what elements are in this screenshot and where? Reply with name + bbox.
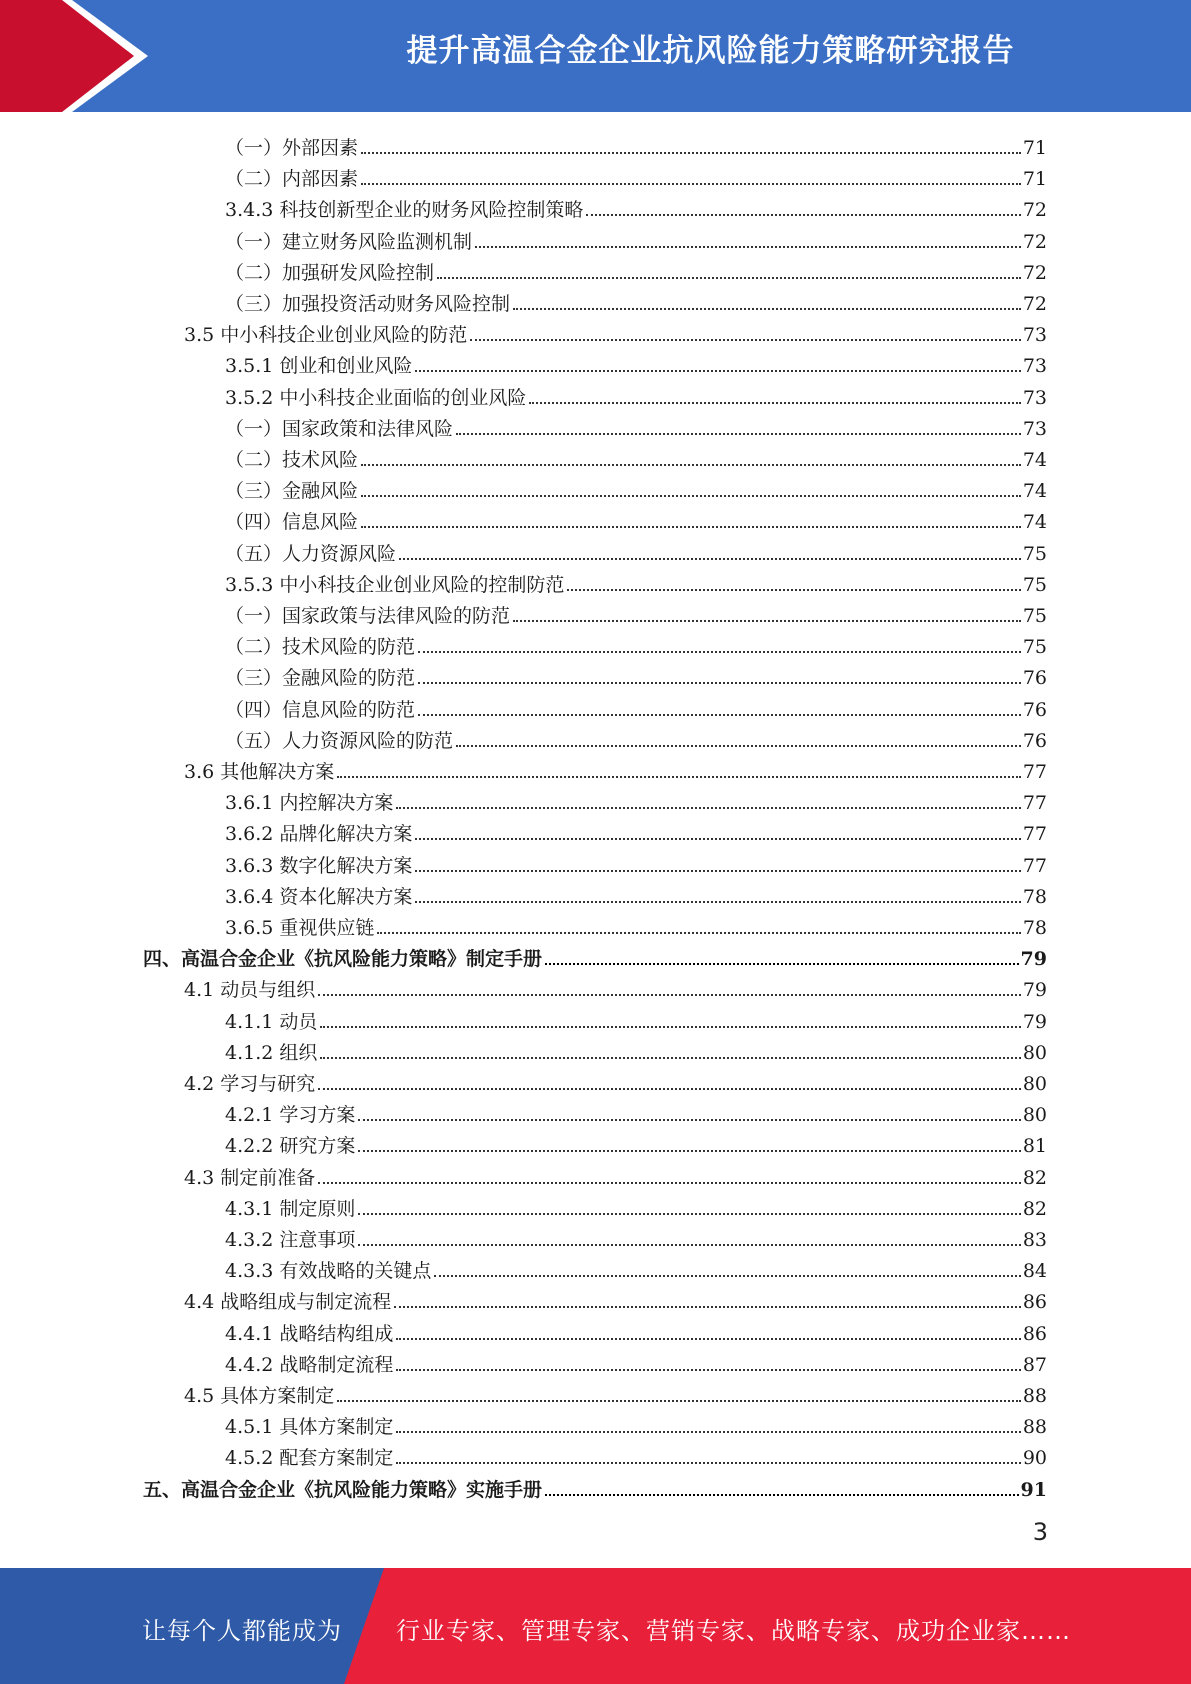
toc-entry-label: 4.4 战略组成与制定流程 bbox=[184, 1291, 392, 1314]
toc-entry[interactable] bbox=[225, 159, 1047, 190]
toc-entry-label: （五）人力资源风险的防范 bbox=[225, 729, 454, 752]
toc-entry-page: 77 bbox=[1022, 854, 1047, 877]
toc-entry[interactable] bbox=[225, 128, 1047, 159]
toc-entry-label: 4.1.2 组织 bbox=[225, 1041, 318, 1064]
toc-entry[interactable] bbox=[143, 1470, 1047, 1501]
toc-entry-page: 77 bbox=[1022, 761, 1047, 783]
toc-entry-page: 79 bbox=[1020, 948, 1047, 971]
toc-dot-leader bbox=[399, 558, 1021, 560]
toc-entry-label: （四）信息风险 bbox=[225, 511, 359, 534]
toc-entry[interactable] bbox=[225, 565, 1047, 596]
toc-dot-leader bbox=[418, 714, 1021, 716]
footer-bar bbox=[0, 1568, 1191, 1684]
toc-entry-page: 82 bbox=[1022, 1166, 1047, 1189]
toc-dot-leader bbox=[361, 526, 1021, 528]
toc-entry[interactable] bbox=[225, 502, 1047, 533]
toc-entry-page: 76 bbox=[1022, 667, 1047, 690]
toc-entry-page: 81 bbox=[1022, 1135, 1047, 1158]
toc-dot-leader bbox=[361, 464, 1021, 466]
toc-entry-label: 3.6.2 品牌化解决方案 bbox=[225, 823, 413, 846]
toc-entry-label: 4.3.1 制定原则 bbox=[225, 1197, 356, 1220]
toc-dot-leader bbox=[394, 1306, 1021, 1308]
toc-entry[interactable] bbox=[225, 877, 1047, 908]
toc-entry-label: （二）技术风险 bbox=[225, 449, 359, 471]
toc-entry-label: 4.3.2 注意事项 bbox=[225, 1229, 356, 1251]
toc-dot-leader bbox=[529, 402, 1020, 404]
toc-entry-label: （一）国家政策和法律风险 bbox=[225, 417, 454, 440]
toc-dot-leader bbox=[318, 994, 1021, 996]
toc-dot-leader bbox=[358, 1119, 1020, 1121]
toc-entry-label: （一）外部因素 bbox=[225, 137, 359, 159]
toc-entry[interactable] bbox=[225, 346, 1047, 377]
toc-entry-label: 4.2.2 研究方案 bbox=[225, 1135, 356, 1158]
toc-entry-page: 73 bbox=[1022, 386, 1047, 409]
header-bar bbox=[0, 0, 1191, 112]
toc-entry[interactable] bbox=[225, 1126, 1047, 1157]
toc-entry-page: 76 bbox=[1022, 729, 1047, 752]
toc-entry-page: 73 bbox=[1022, 324, 1047, 347]
toc-entry-page: 77 bbox=[1022, 823, 1047, 846]
toc-dot-leader bbox=[434, 1275, 1020, 1277]
toc-entry-label: 3.5.3 中小科技企业创业风险的控制防范 bbox=[225, 573, 565, 596]
toc-entry-page: 87 bbox=[1022, 1353, 1047, 1376]
toc-entry-label: 4.1 动员与组织 bbox=[184, 979, 316, 1002]
toc-entry-label: 4.4.1 战略结构组成 bbox=[225, 1322, 394, 1345]
toc-dot-leader bbox=[470, 339, 1021, 341]
toc-entry-label: 3.4.3 科技创新型企业的财务风险控制策略 bbox=[225, 199, 584, 222]
toc-entry-page: 83 bbox=[1022, 1229, 1047, 1251]
toc-dot-leader bbox=[358, 1244, 1020, 1246]
toc-dot-leader bbox=[396, 1431, 1020, 1433]
toc-entry-page: 74 bbox=[1022, 480, 1047, 503]
toc-entry-label: 4.5.2 配套方案制定 bbox=[225, 1447, 394, 1470]
toc-entry-label: 3.5.2 中小科技企业面临的创业风险 bbox=[225, 386, 527, 409]
toc-dot-leader bbox=[415, 870, 1020, 872]
toc-entry-label: （三）金融风险 bbox=[225, 480, 359, 503]
toc-entry-page: 72 bbox=[1022, 261, 1047, 284]
toc-entry[interactable] bbox=[225, 409, 1047, 440]
toc-entry-label: 4.2.1 学习方案 bbox=[225, 1104, 356, 1127]
toc-entry[interactable] bbox=[143, 939, 1047, 970]
toc-entry-page: 78 bbox=[1022, 917, 1047, 939]
toc-entry[interactable] bbox=[184, 1064, 1047, 1095]
toc-entry[interactable] bbox=[225, 658, 1047, 689]
toc-dot-leader bbox=[415, 838, 1020, 840]
toc-entry-page: 86 bbox=[1022, 1322, 1047, 1345]
toc-entry-label: （五）人力资源风险 bbox=[225, 542, 397, 565]
toc-dot-leader bbox=[513, 308, 1021, 310]
toc-entry-label: 3.6 其他解决方案 bbox=[184, 761, 335, 783]
toc-entry[interactable] bbox=[184, 1158, 1047, 1189]
toc-entry[interactable] bbox=[225, 783, 1047, 814]
toc-entry-label: 四、高温合金企业《抗风险能力策略》制定手册 bbox=[143, 948, 543, 971]
toc-entry[interactable] bbox=[225, 190, 1047, 221]
toc-entry-page: 71 bbox=[1022, 168, 1047, 191]
toc-dot-leader bbox=[396, 1338, 1020, 1340]
toc-entry-page: 80 bbox=[1022, 1104, 1047, 1127]
toc-entry-page: 74 bbox=[1022, 449, 1047, 471]
toc-entry[interactable] bbox=[225, 1220, 1047, 1251]
toc-entry-page: 79 bbox=[1022, 979, 1047, 1002]
toc-entry[interactable] bbox=[225, 814, 1047, 845]
toc-entry[interactable] bbox=[225, 253, 1047, 284]
toc-entry-label: （二）技术风险的防范 bbox=[225, 636, 416, 659]
toc-dot-leader bbox=[337, 1400, 1021, 1402]
toc-dot-leader bbox=[361, 152, 1021, 154]
toc-dot-leader bbox=[545, 963, 1019, 965]
toc-dot-leader bbox=[318, 1088, 1021, 1090]
toc-dot-leader bbox=[418, 682, 1021, 684]
footer-slogan-left: 让每个人都能成为 bbox=[142, 1617, 342, 1645]
toc-entry-label: 3.6.4 资本化解决方案 bbox=[225, 885, 413, 908]
toc-entry-label: 3.6.3 数字化解决方案 bbox=[225, 854, 413, 877]
document-title: 提升高温合金企业抗风险能力策略研究报告 bbox=[406, 33, 1015, 69]
toc-dot-leader bbox=[475, 246, 1021, 248]
toc-entry[interactable] bbox=[225, 596, 1047, 627]
toc-entry[interactable] bbox=[225, 846, 1047, 877]
toc-entry[interactable] bbox=[184, 1376, 1047, 1407]
footer-slogan-right: 行业专家、管理专家、营销专家、战略专家、成功企业家…… bbox=[396, 1617, 1071, 1645]
toc-entry-label: （一）建立财务风险监测机制 bbox=[225, 230, 473, 253]
toc-entry[interactable] bbox=[225, 1314, 1047, 1345]
toc-entry[interactable] bbox=[184, 1282, 1047, 1313]
toc-entry[interactable] bbox=[184, 315, 1047, 346]
toc-dot-leader bbox=[318, 1182, 1021, 1184]
toc-entry[interactable] bbox=[225, 534, 1047, 565]
toc-entry[interactable] bbox=[184, 752, 1047, 783]
toc-entry[interactable] bbox=[184, 970, 1047, 1001]
toc-entry[interactable] bbox=[225, 1251, 1047, 1282]
toc-entry[interactable] bbox=[225, 222, 1047, 253]
toc-entry-label: 4.3.3 有效战略的关键点 bbox=[225, 1260, 432, 1283]
toc-entry-label: 4.4.2 战略制定流程 bbox=[225, 1353, 394, 1376]
toc-entry[interactable] bbox=[225, 284, 1047, 315]
toc-entry-label: 3.6.1 内控解决方案 bbox=[225, 792, 394, 815]
toc-entry-page: 80 bbox=[1022, 1041, 1047, 1064]
toc-entry[interactable] bbox=[225, 471, 1047, 502]
toc-dot-leader bbox=[361, 183, 1021, 185]
toc-dot-leader bbox=[358, 1213, 1020, 1215]
toc-entry-page: 88 bbox=[1022, 1416, 1047, 1439]
toc-entry-page: 73 bbox=[1022, 417, 1047, 440]
toc-entry[interactable] bbox=[225, 1345, 1047, 1376]
toc-entry-label: （四）信息风险的防范 bbox=[225, 698, 416, 721]
toc-entry[interactable] bbox=[225, 440, 1047, 471]
toc-dot-leader bbox=[567, 589, 1020, 591]
toc-entry-page: 82 bbox=[1022, 1197, 1047, 1220]
toc-entry-page: 76 bbox=[1022, 698, 1047, 721]
toc-entry[interactable] bbox=[225, 1002, 1047, 1033]
toc-dot-leader bbox=[456, 745, 1021, 747]
toc-entry-label: （二）加强研发风险控制 bbox=[225, 261, 435, 284]
toc-entry[interactable] bbox=[225, 627, 1047, 658]
toc-entry[interactable] bbox=[225, 1407, 1047, 1438]
toc-entry-label: 4.3 制定前准备 bbox=[184, 1166, 316, 1189]
toc-entry-label: 3.6.5 重视供应链 bbox=[225, 917, 375, 939]
toc-entry-page: 75 bbox=[1022, 636, 1047, 659]
toc-entry[interactable] bbox=[225, 721, 1047, 752]
toc-dot-leader bbox=[337, 776, 1021, 778]
toc-dot-leader bbox=[377, 932, 1020, 934]
page-number: 3 bbox=[1032, 1518, 1048, 1546]
toc-entry-label: （二）内部因素 bbox=[225, 168, 359, 191]
toc-dot-leader bbox=[396, 1462, 1020, 1464]
toc-entry-page: 72 bbox=[1022, 230, 1047, 253]
toc-entry[interactable] bbox=[225, 908, 1047, 939]
toc-dot-leader bbox=[396, 807, 1020, 809]
toc-entry-label: 4.5.1 具体方案制定 bbox=[225, 1416, 394, 1439]
toc-dot-leader bbox=[415, 370, 1020, 372]
toc-entry[interactable] bbox=[225, 1095, 1047, 1126]
toc-dot-leader bbox=[586, 214, 1020, 216]
toc-entry-page: 75 bbox=[1022, 573, 1047, 596]
toc-entry-page: 75 bbox=[1022, 542, 1047, 565]
toc-dot-leader bbox=[418, 651, 1021, 653]
toc-entry-label: （一）国家政策与法律风险的防范 bbox=[225, 605, 511, 627]
toc-entry-label: 3.5 中小科技企业创业风险的防范 bbox=[184, 324, 468, 347]
toc-dot-leader bbox=[396, 1369, 1020, 1371]
toc-dot-leader bbox=[513, 620, 1021, 622]
toc-entry-page: 84 bbox=[1022, 1260, 1047, 1283]
toc-entry-label: 4.1.1 动员 bbox=[225, 1010, 318, 1033]
toc-entry-page: 73 bbox=[1022, 355, 1047, 378]
toc-dot-leader bbox=[358, 1150, 1020, 1152]
toc-entry-label: 4.5 具体方案制定 bbox=[184, 1385, 335, 1407]
toc-dot-leader bbox=[456, 433, 1021, 435]
toc-entry[interactable] bbox=[225, 1189, 1047, 1220]
toc-entry-page: 79 bbox=[1022, 1010, 1047, 1033]
toc-entry-page: 72 bbox=[1022, 293, 1047, 315]
toc-entry-page: 90 bbox=[1022, 1447, 1047, 1470]
toc-entry-page: 72 bbox=[1022, 199, 1047, 222]
toc-entry-page: 71 bbox=[1022, 137, 1047, 159]
toc-entry[interactable] bbox=[225, 378, 1047, 409]
toc-entry-label: 五、高温合金企业《抗风险能力策略》实施手册 bbox=[143, 1478, 543, 1501]
toc-dot-leader bbox=[437, 277, 1021, 279]
toc-entry-page: 86 bbox=[1022, 1291, 1047, 1314]
toc-entry-page: 88 bbox=[1022, 1385, 1047, 1407]
toc-dot-leader bbox=[545, 1494, 1019, 1496]
toc-entry[interactable] bbox=[225, 1033, 1047, 1064]
toc-dot-leader bbox=[320, 1057, 1020, 1059]
toc-entry-page: 78 bbox=[1022, 885, 1047, 908]
toc-entry-label: （三）金融风险的防范 bbox=[225, 667, 416, 690]
toc-dot-leader bbox=[415, 901, 1020, 903]
toc-entry-label: （三）加强投资活动财务风险控制 bbox=[225, 293, 511, 315]
toc-entry-page: 74 bbox=[1022, 511, 1047, 534]
toc-entry-label: 3.5.1 创业和创业风险 bbox=[225, 355, 413, 378]
toc-dot-leader bbox=[320, 1026, 1020, 1028]
toc-entry-page: 77 bbox=[1022, 792, 1047, 815]
toc-entry-label: 4.2 学习与研究 bbox=[184, 1073, 316, 1095]
toc-entry[interactable] bbox=[225, 1438, 1047, 1469]
toc-entry-page: 75 bbox=[1022, 605, 1047, 627]
toc-dot-leader bbox=[361, 495, 1021, 497]
toc-entry-page: 80 bbox=[1022, 1073, 1047, 1095]
toc-entry[interactable] bbox=[225, 690, 1047, 721]
toc-entry-page: 91 bbox=[1020, 1478, 1047, 1501]
